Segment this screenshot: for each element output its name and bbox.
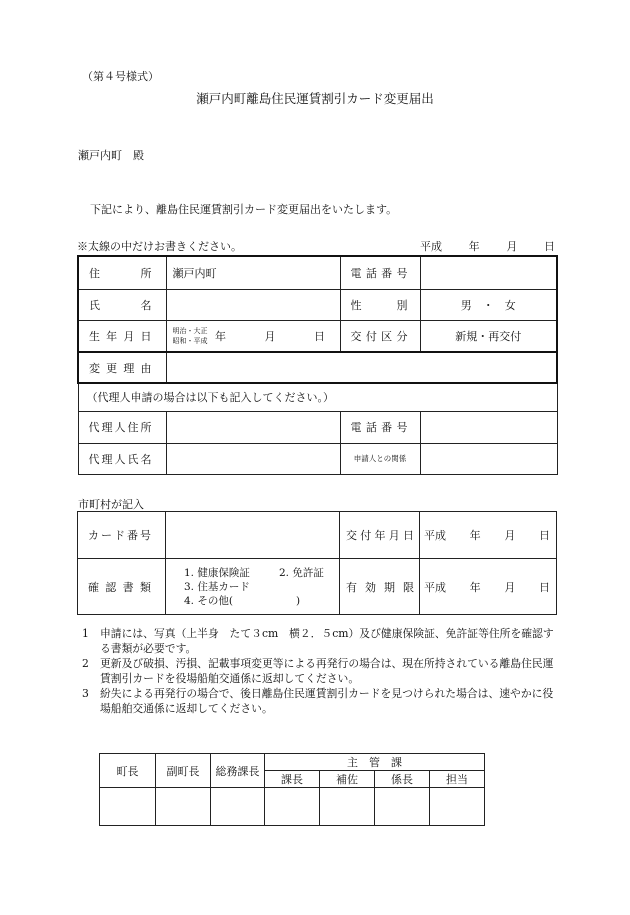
documents-label: 確認書類 xyxy=(78,559,166,615)
unit-chief-stamp[interactable] xyxy=(375,788,430,826)
issue-type-field[interactable]: 新規・再交付 xyxy=(420,320,557,352)
staff-header: 担当 xyxy=(430,771,485,788)
issue-date-month: 月 xyxy=(504,529,516,542)
birth-day: 日 xyxy=(314,329,325,343)
deputy-mayor-header: 副町長 xyxy=(156,754,211,788)
phone-label: 電話番号 xyxy=(340,256,420,289)
proxy-phone-field[interactable] xyxy=(420,411,557,443)
issue-type-label: 交付区分 xyxy=(340,320,420,352)
note-item xyxy=(82,626,562,656)
note-item xyxy=(82,686,562,716)
expiry-day: 日 xyxy=(538,580,550,594)
birth-era-options xyxy=(167,326,208,346)
birth-month: 月 xyxy=(264,329,276,343)
doc-option-license: 2. 免許証 xyxy=(279,566,324,579)
instruction-note: ※太線の中だけお書きください。 xyxy=(77,240,242,253)
deputy-mayor-stamp[interactable] xyxy=(156,788,211,826)
form-title: 瀬戸内町離島住民運賃割引カード変更届出 xyxy=(196,91,434,106)
addressee: 瀬戸内町 殿 xyxy=(78,149,144,162)
assistant-stamp[interactable] xyxy=(320,788,375,826)
proxy-address-label: 代理人住所 xyxy=(78,411,166,443)
notes-list xyxy=(82,626,562,716)
mayor-stamp[interactable] xyxy=(100,788,156,826)
general-affairs-header: 総務課長 xyxy=(211,754,265,788)
reason-field[interactable] xyxy=(166,352,557,383)
approval-stamp-table xyxy=(99,753,485,826)
proxy-address-field[interactable] xyxy=(166,411,340,443)
issue-date-era: 平成 xyxy=(424,529,446,542)
proxy-phone-label: 電話番号 xyxy=(340,411,420,443)
proxy-name-label: 代理人氏名 xyxy=(78,443,166,474)
card-number-label: カード番号 xyxy=(78,512,166,559)
birth-label: 生年月日 xyxy=(78,320,166,352)
staff-stamp[interactable] xyxy=(430,788,485,826)
expiry-month: 月 xyxy=(504,580,516,594)
issue-date-day: 日 xyxy=(538,529,550,542)
section-chief-header: 課長 xyxy=(265,771,320,788)
issue-date-year: 年 xyxy=(469,529,481,542)
birth-era-1: 明治・大正 xyxy=(172,326,208,335)
date-month: 月 xyxy=(506,240,518,253)
name-field[interactable] xyxy=(166,289,340,320)
address-label: 住 所 xyxy=(78,256,166,289)
note-number: 1 xyxy=(82,627,89,640)
birth-field[interactable] xyxy=(166,320,340,352)
birth-ymd xyxy=(215,328,325,344)
date-year: 年 xyxy=(468,240,480,253)
intro-text: 下記により、離島住民運賃割引カード変更届出をいたします。 xyxy=(90,203,398,216)
department-header: 主 管 課 xyxy=(265,754,485,771)
submission-date xyxy=(420,238,555,254)
card-number-field[interactable] xyxy=(166,512,340,559)
proxy-relation-field[interactable] xyxy=(420,443,557,474)
address-field[interactable]: 瀬戸内町 xyxy=(166,256,340,289)
doc-option-resident-card: 3. 住基カード xyxy=(184,580,250,593)
expiry-label: 有効期限 xyxy=(340,559,420,615)
doc-option-other: 4. その他( ) xyxy=(184,594,301,607)
birth-era-2: 昭和・平成 xyxy=(172,336,208,345)
note-text: 申請には、写真（上半身 たて３cm 横２．５cm）及び健康保険証、免許証等住所を確認する書類が必要です。 xyxy=(100,627,554,655)
form-number: （第４号様式） xyxy=(82,70,159,83)
assistant-header: 補佐 xyxy=(320,771,375,788)
sex-label: 性 別 xyxy=(340,289,420,320)
expiry-field[interactable] xyxy=(420,559,557,615)
name-label: 氏 名 xyxy=(78,289,166,320)
note-text: 紛失による再発行の場合で、後日離島住民運賃割引カードを見つけられた場合は、速やかに役場船舶交通係に返却してください。 xyxy=(100,687,554,715)
note-number: 2 xyxy=(82,657,89,670)
applicant-form-table xyxy=(77,255,558,475)
mayor-header: 町長 xyxy=(100,754,156,788)
proxy-name-field[interactable] xyxy=(166,443,340,474)
issue-date-field[interactable] xyxy=(420,512,557,559)
date-day: 日 xyxy=(543,240,555,253)
office-section-heading: 市町村が記入 xyxy=(78,498,144,511)
proxy-relation-label: 申請人との関係 xyxy=(340,443,420,474)
expiry-year: 年 xyxy=(469,580,481,594)
proxy-note: （代理人申請の場合は以下も記入してください。） xyxy=(78,383,557,411)
documents-field[interactable] xyxy=(166,559,340,615)
issue-date-label: 交付年月日 xyxy=(340,512,420,559)
doc-option-health-insurance: 1. 健康保険証 xyxy=(184,566,250,579)
sex-field[interactable]: 男 ・ 女 xyxy=(420,289,557,320)
date-era: 平成 xyxy=(420,240,442,253)
section-chief-stamp[interactable] xyxy=(265,788,320,826)
unit-chief-header: 係長 xyxy=(375,771,430,788)
general-affairs-stamp[interactable] xyxy=(211,788,265,826)
note-number: 3 xyxy=(82,687,89,700)
note-item xyxy=(82,656,562,686)
birth-year: 年 xyxy=(215,329,226,343)
note-text: 更新及び破損、汚損、記載事項変更等による再発行の場合は、現在所持されている離島住民運賃割引カードを役場船舶交通係に返却してください。 xyxy=(100,657,554,685)
office-table xyxy=(77,511,557,615)
reason-label: 変更理由 xyxy=(78,352,166,383)
expiry-era: 平成 xyxy=(424,580,446,594)
phone-field[interactable] xyxy=(420,256,557,289)
